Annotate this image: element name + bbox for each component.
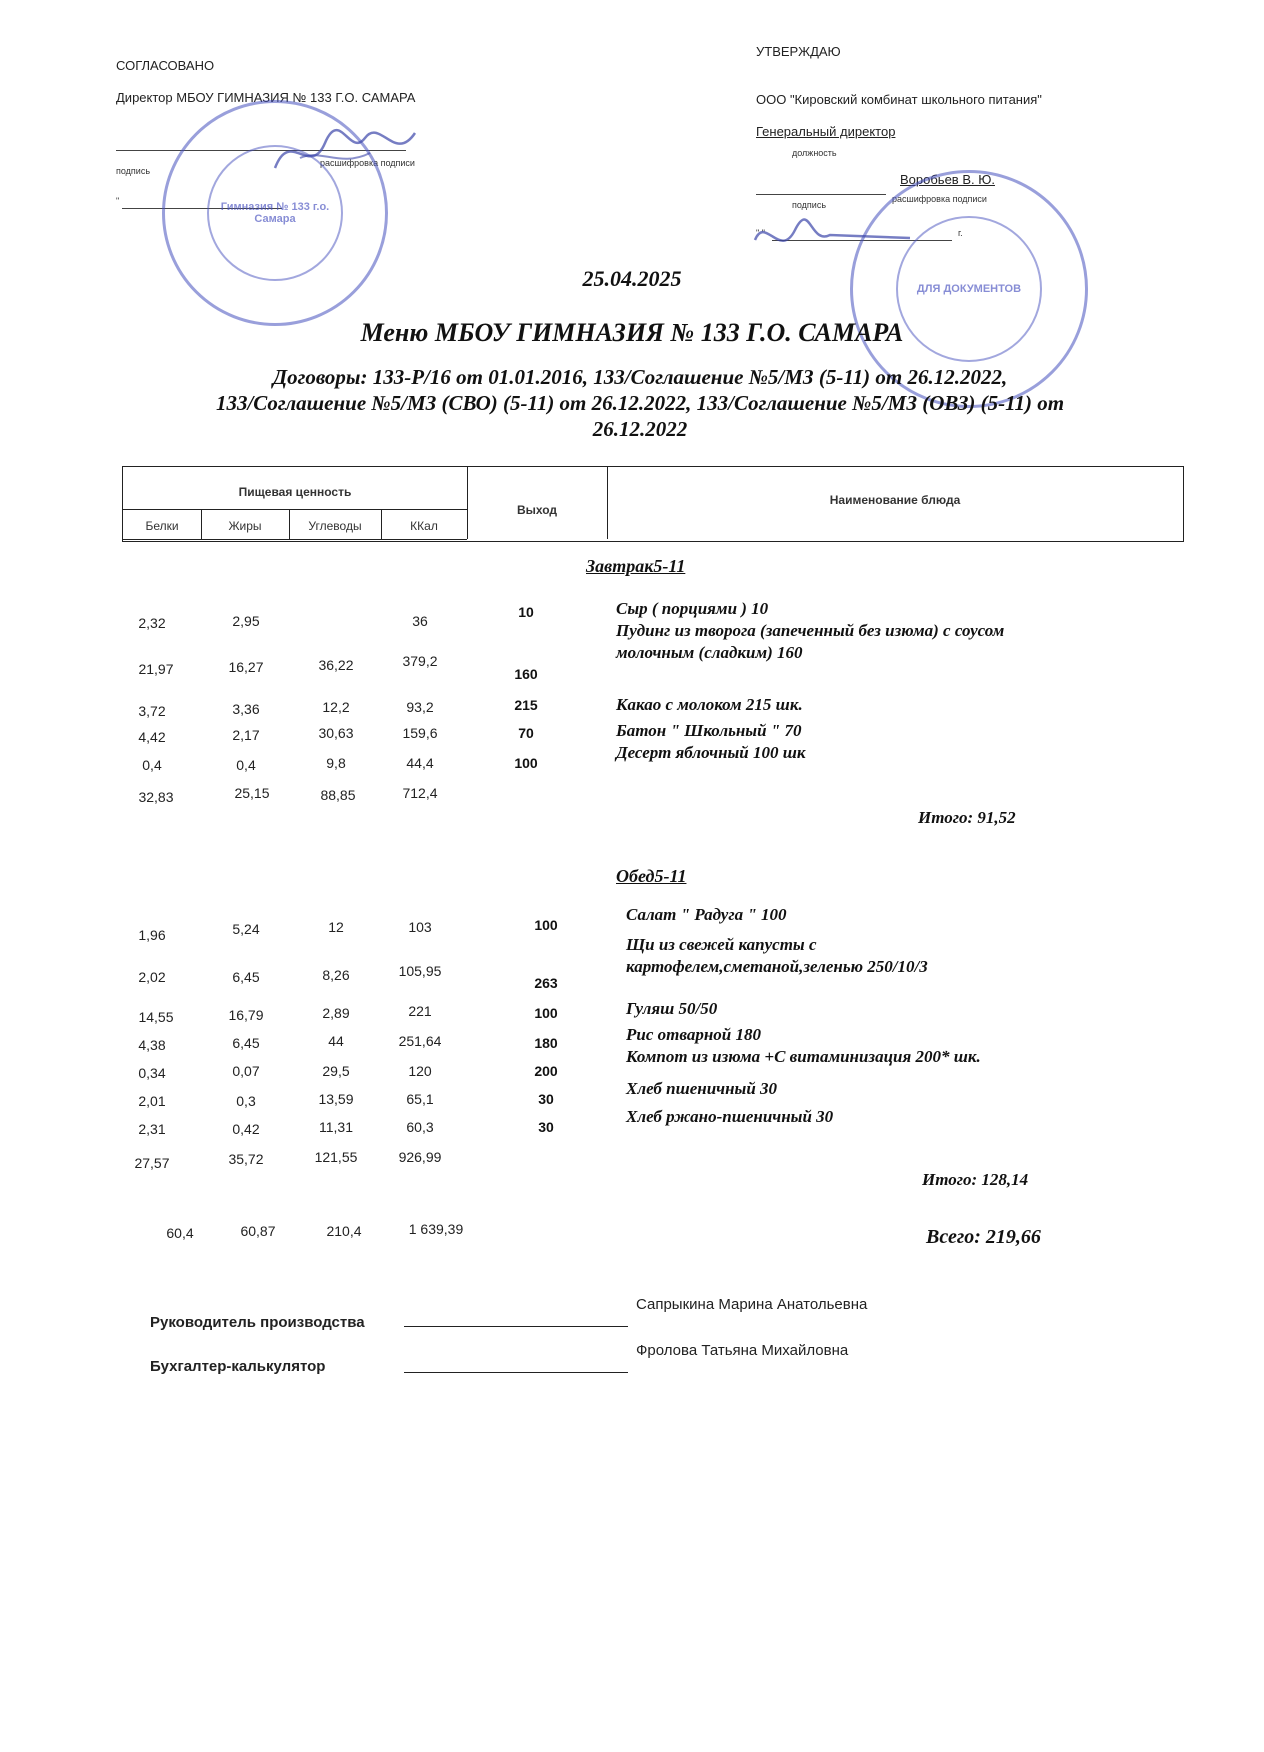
- breakfast-r2-dish: [616, 620, 1156, 664]
- breakfast-sum-carbs: 88,85: [320, 787, 356, 803]
- header-output: Выход: [516, 503, 558, 517]
- left-signature: [270, 118, 420, 188]
- lunch-r7-dish-line-1: Хлеб ржано-пшеничный 30: [626, 1107, 834, 1126]
- breakfast-r4-dish: [616, 720, 1156, 742]
- breakfast-r5-carbs: 9,8: [326, 755, 346, 771]
- breakfast-r2-carbs: 36,22: [318, 657, 354, 673]
- menu-date: 25.04.2025: [582, 266, 682, 291]
- lunch-r6-protein: 2,01: [138, 1093, 166, 1109]
- grand-carbs: 210,4: [326, 1223, 362, 1239]
- breakfast-r1-output: 10: [518, 604, 534, 620]
- contracts-line-3: 26.12.2022: [592, 417, 688, 441]
- header-fat: Жиры: [228, 519, 262, 533]
- lunch-r4-carbs: 44: [328, 1033, 344, 1049]
- lunch-total-value: 128,14: [981, 1170, 1029, 1189]
- breakfast-total: [918, 808, 1016, 828]
- approval-right-date-quote: " ": [756, 228, 765, 238]
- lunch-r2-dish-line-1: Щи из свежей капусты с: [626, 935, 817, 954]
- breakfast-r4-dish-line-1: Батон " Школьный " 70: [616, 721, 802, 740]
- lunch-r7-dish: [626, 1106, 1166, 1128]
- lunch-r2-carbs: 8,26: [322, 967, 350, 983]
- approval-right-year-suffix: г.: [958, 228, 963, 238]
- lunch-r3-output: 100: [534, 1005, 558, 1021]
- lunch-r5-carbs: 29,5: [322, 1063, 350, 1079]
- lunch-total-label: Итого:: [922, 1170, 978, 1189]
- lunch-r5-kcal: 120: [408, 1063, 432, 1079]
- breakfast-r5-dish: [616, 742, 1156, 764]
- lunch-r5-fat: 0,07: [232, 1063, 260, 1079]
- approval-right-position: Генеральный директор: [756, 124, 896, 139]
- header-carbs: Углеводы: [308, 519, 362, 533]
- lunch-r7-fat: 0,42: [232, 1121, 260, 1137]
- breakfast-total-label: Итого:: [918, 808, 974, 827]
- breakfast-total-value: 91,52: [977, 808, 1016, 827]
- header-divider: [123, 509, 467, 510]
- grand-fat: 60,87: [240, 1223, 276, 1239]
- lunch-r5-dish: [626, 1046, 1166, 1068]
- lunch-r2-dish: [626, 934, 1166, 978]
- breakfast-r1-protein: 2,32: [138, 615, 166, 631]
- lunch-r3-carbs: 2,89: [322, 1005, 350, 1021]
- lunch-r2-dish-line-2: картофелем,сметаной,зеленью 250/10/3: [626, 957, 928, 976]
- lunch-r5-output: 200: [534, 1063, 558, 1079]
- lunch-title: Обед5-11: [616, 866, 687, 886]
- lunch-r1-dish-line-1: Салат " Радуга " 100: [626, 905, 787, 924]
- right-signature: [750, 210, 950, 270]
- lunch-r3-protein: 14,55: [138, 1009, 174, 1025]
- lunch-r1-protein: 1,96: [138, 927, 166, 943]
- approval-right-name: Воробьев В. Ю.: [900, 172, 995, 187]
- approval-left-position: Директор МБОУ ГИМНАЗИЯ № 133 Г.О. САМАРА: [116, 90, 416, 105]
- lunch-r6-fat: 0,3: [236, 1093, 256, 1109]
- header-divider-bottom: [123, 539, 467, 540]
- lunch-r6-dish: [626, 1078, 1166, 1100]
- breakfast-title: Завтрак5-11: [586, 556, 686, 576]
- breakfast-r2-fat: 16,27: [228, 659, 264, 675]
- left-stamp-text: Гимназия № 133 г.о. Самара: [220, 201, 330, 225]
- breakfast-r5-kcal: 44,4: [406, 755, 434, 771]
- lunch-r1-carbs: 12: [328, 919, 344, 935]
- breakfast-r5-output: 100: [514, 755, 538, 771]
- approval-right-position-label: должность: [792, 148, 837, 158]
- header-dish: Наименование блюда: [829, 493, 961, 507]
- lunch-r1-output: 100: [534, 917, 558, 933]
- manager-name: Сапрыкина Марина Анатольевна: [636, 1296, 868, 1313]
- grand-total: [926, 1226, 1041, 1249]
- lunch-r2-fat: 6,45: [232, 969, 260, 985]
- breakfast-r2-kcal: 379,2: [402, 653, 438, 669]
- breakfast-r3-fat: 3,36: [232, 701, 260, 717]
- lunch-r4-protein: 4,38: [138, 1037, 166, 1053]
- approval-right-sig-line: [756, 194, 886, 195]
- lunch-r5-dish-line-1: Компот из изюма +С витаминизация 200* шк.: [626, 1047, 981, 1066]
- lunch-r2-protein: 2,02: [138, 969, 166, 985]
- menu-title: Меню МБОУ ГИМНАЗИЯ № 133 Г.О. САМАРА: [360, 318, 904, 347]
- lunch-r2-kcal: 105,95: [398, 963, 442, 979]
- lunch-total: [922, 1170, 1028, 1190]
- breakfast-r2-output: 160: [514, 666, 538, 682]
- contracts-line-2: 133/Соглашение №5/МЗ (СВО) (5-11) от 26.12.2022, 133/Соглашение №5/МЗ (ОВЗ) (5-11) от: [215, 391, 1065, 415]
- accountant-sign-line: [404, 1372, 628, 1373]
- lunch-r6-output: 30: [538, 1091, 554, 1107]
- lunch-r4-kcal: 251,64: [398, 1033, 442, 1049]
- lunch-r6-dish-line-1: Хлеб пшеничный 30: [626, 1079, 778, 1098]
- grand-total-value: 219,66: [985, 1226, 1041, 1248]
- accountant-name: Фролова Татьяна Михайловна: [636, 1342, 849, 1359]
- contracts-line-1: Договоры: 133-Р/16 от 01.01.2016, 133/Соглашение №5/МЗ (5-11) от 26.12.2022,: [272, 365, 1008, 389]
- grand-total-label: Всего:: [926, 1226, 981, 1248]
- breakfast-r2-dish-line-2: молочным (сладким) 160: [616, 643, 803, 662]
- lunch-r4-dish-line-1: Рис отварной 180: [626, 1025, 761, 1044]
- breakfast-r5-dish-line-1: Десерт яблочный 100 шк: [616, 743, 806, 762]
- lunch-r6-carbs: 13,59: [318, 1091, 354, 1107]
- lunch-r1-dish: [626, 904, 1166, 926]
- breakfast-r1-dish: [616, 598, 1156, 620]
- breakfast-r1-dish-line-1: Сыр ( порциями ) 10: [616, 599, 769, 618]
- breakfast-r3-dish-line-1: Какао с молоком 215 шк.: [616, 695, 803, 714]
- lunch-r2-output: 263: [534, 975, 558, 991]
- approval-right-title: УТВЕРЖДАЮ: [756, 44, 841, 59]
- lunch-r3-dish: [626, 998, 1166, 1020]
- lunch-r1-fat: 5,24: [232, 921, 260, 937]
- accountant-label: Бухгалтер-калькулятор: [150, 1358, 326, 1375]
- breakfast-r2-dish-line-1: Пудинг из творога (запеченный без изюма) с соусом: [616, 621, 1005, 640]
- lunch-r4-dish: [626, 1024, 1166, 1046]
- approval-left-date-quote: ": [116, 196, 120, 206]
- breakfast-sum-protein: 32,83: [138, 789, 174, 805]
- lunch-r7-protein: 2,31: [138, 1121, 166, 1137]
- approval-right-sig-label: подпись: [792, 200, 827, 210]
- breakfast-r3-kcal: 93,2: [406, 699, 434, 715]
- lunch-sum-kcal: 926,99: [398, 1149, 442, 1165]
- lunch-r3-kcal: 221: [408, 1003, 432, 1019]
- breakfast-r5-protein: 0,4: [142, 757, 162, 773]
- right-stamp-text: ДЛЯ ДОКУМЕНТОВ: [916, 283, 1022, 295]
- lunch-sum-fat: 35,72: [228, 1151, 264, 1167]
- breakfast-r3-protein: 3,72: [138, 703, 166, 719]
- breakfast-r4-output: 70: [518, 725, 534, 741]
- breakfast-r3-output: 215: [514, 697, 538, 713]
- approval-left-title: СОГЛАСОВАНО: [116, 58, 215, 73]
- grand-kcal: 1 639,39: [408, 1221, 464, 1237]
- contracts: [120, 364, 1160, 442]
- table-header: [122, 466, 1184, 542]
- breakfast-r1-fat: 2,95: [232, 613, 260, 629]
- header-kcal: ККал: [410, 519, 438, 533]
- manager-sign-line: [404, 1326, 628, 1327]
- manager-label: Руководитель производства: [150, 1314, 365, 1331]
- breakfast-r4-fat: 2,17: [232, 727, 260, 743]
- lunch-r7-output: 30: [538, 1119, 554, 1135]
- breakfast-r4-protein: 4,42: [138, 729, 166, 745]
- lunch-r6-kcal: 65,1: [406, 1091, 434, 1107]
- approval-left-decode-label: расшифровка подписи: [320, 158, 415, 168]
- lunch-r3-fat: 16,79: [228, 1007, 264, 1023]
- lunch-r4-fat: 6,45: [232, 1035, 260, 1051]
- lunch-r4-output: 180: [534, 1035, 558, 1051]
- breakfast-r3-dish: [616, 694, 1156, 716]
- approval-right-org: ООО "Кировский комбинат школьного питания": [756, 92, 1042, 107]
- lunch-r7-carbs: 11,31: [319, 1119, 353, 1135]
- breakfast-r3-carbs: 12,2: [322, 699, 350, 715]
- breakfast-r4-carbs: 30,63: [318, 725, 354, 741]
- lunch-r1-kcal: 103: [408, 919, 432, 935]
- breakfast-sum-kcal: 712,4: [402, 785, 438, 801]
- breakfast-r2-protein: 21,97: [138, 661, 174, 677]
- breakfast-r1-kcal: 36: [412, 613, 428, 629]
- lunch-r5-protein: 0,34: [138, 1065, 166, 1081]
- lunch-sum-protein: 27,57: [134, 1155, 170, 1171]
- approval-left-sig-label: подпись: [116, 166, 151, 176]
- approval-right-decode-label: расшифровка подписи: [892, 194, 987, 204]
- breakfast-r4-kcal: 159,6: [402, 725, 438, 741]
- lunch-r7-kcal: 60,3: [406, 1119, 434, 1135]
- grand-protein: 60,4: [166, 1225, 194, 1241]
- breakfast-sum-fat: 25,15: [234, 785, 270, 801]
- header-protein: Белки: [145, 519, 179, 533]
- lunch-r3-dish-line-1: Гуляш 50/50: [626, 999, 718, 1018]
- header-nutrition: Пищевая ценность: [238, 485, 352, 499]
- breakfast-r5-fat: 0,4: [236, 757, 256, 773]
- lunch-sum-carbs: 121,55: [314, 1149, 358, 1165]
